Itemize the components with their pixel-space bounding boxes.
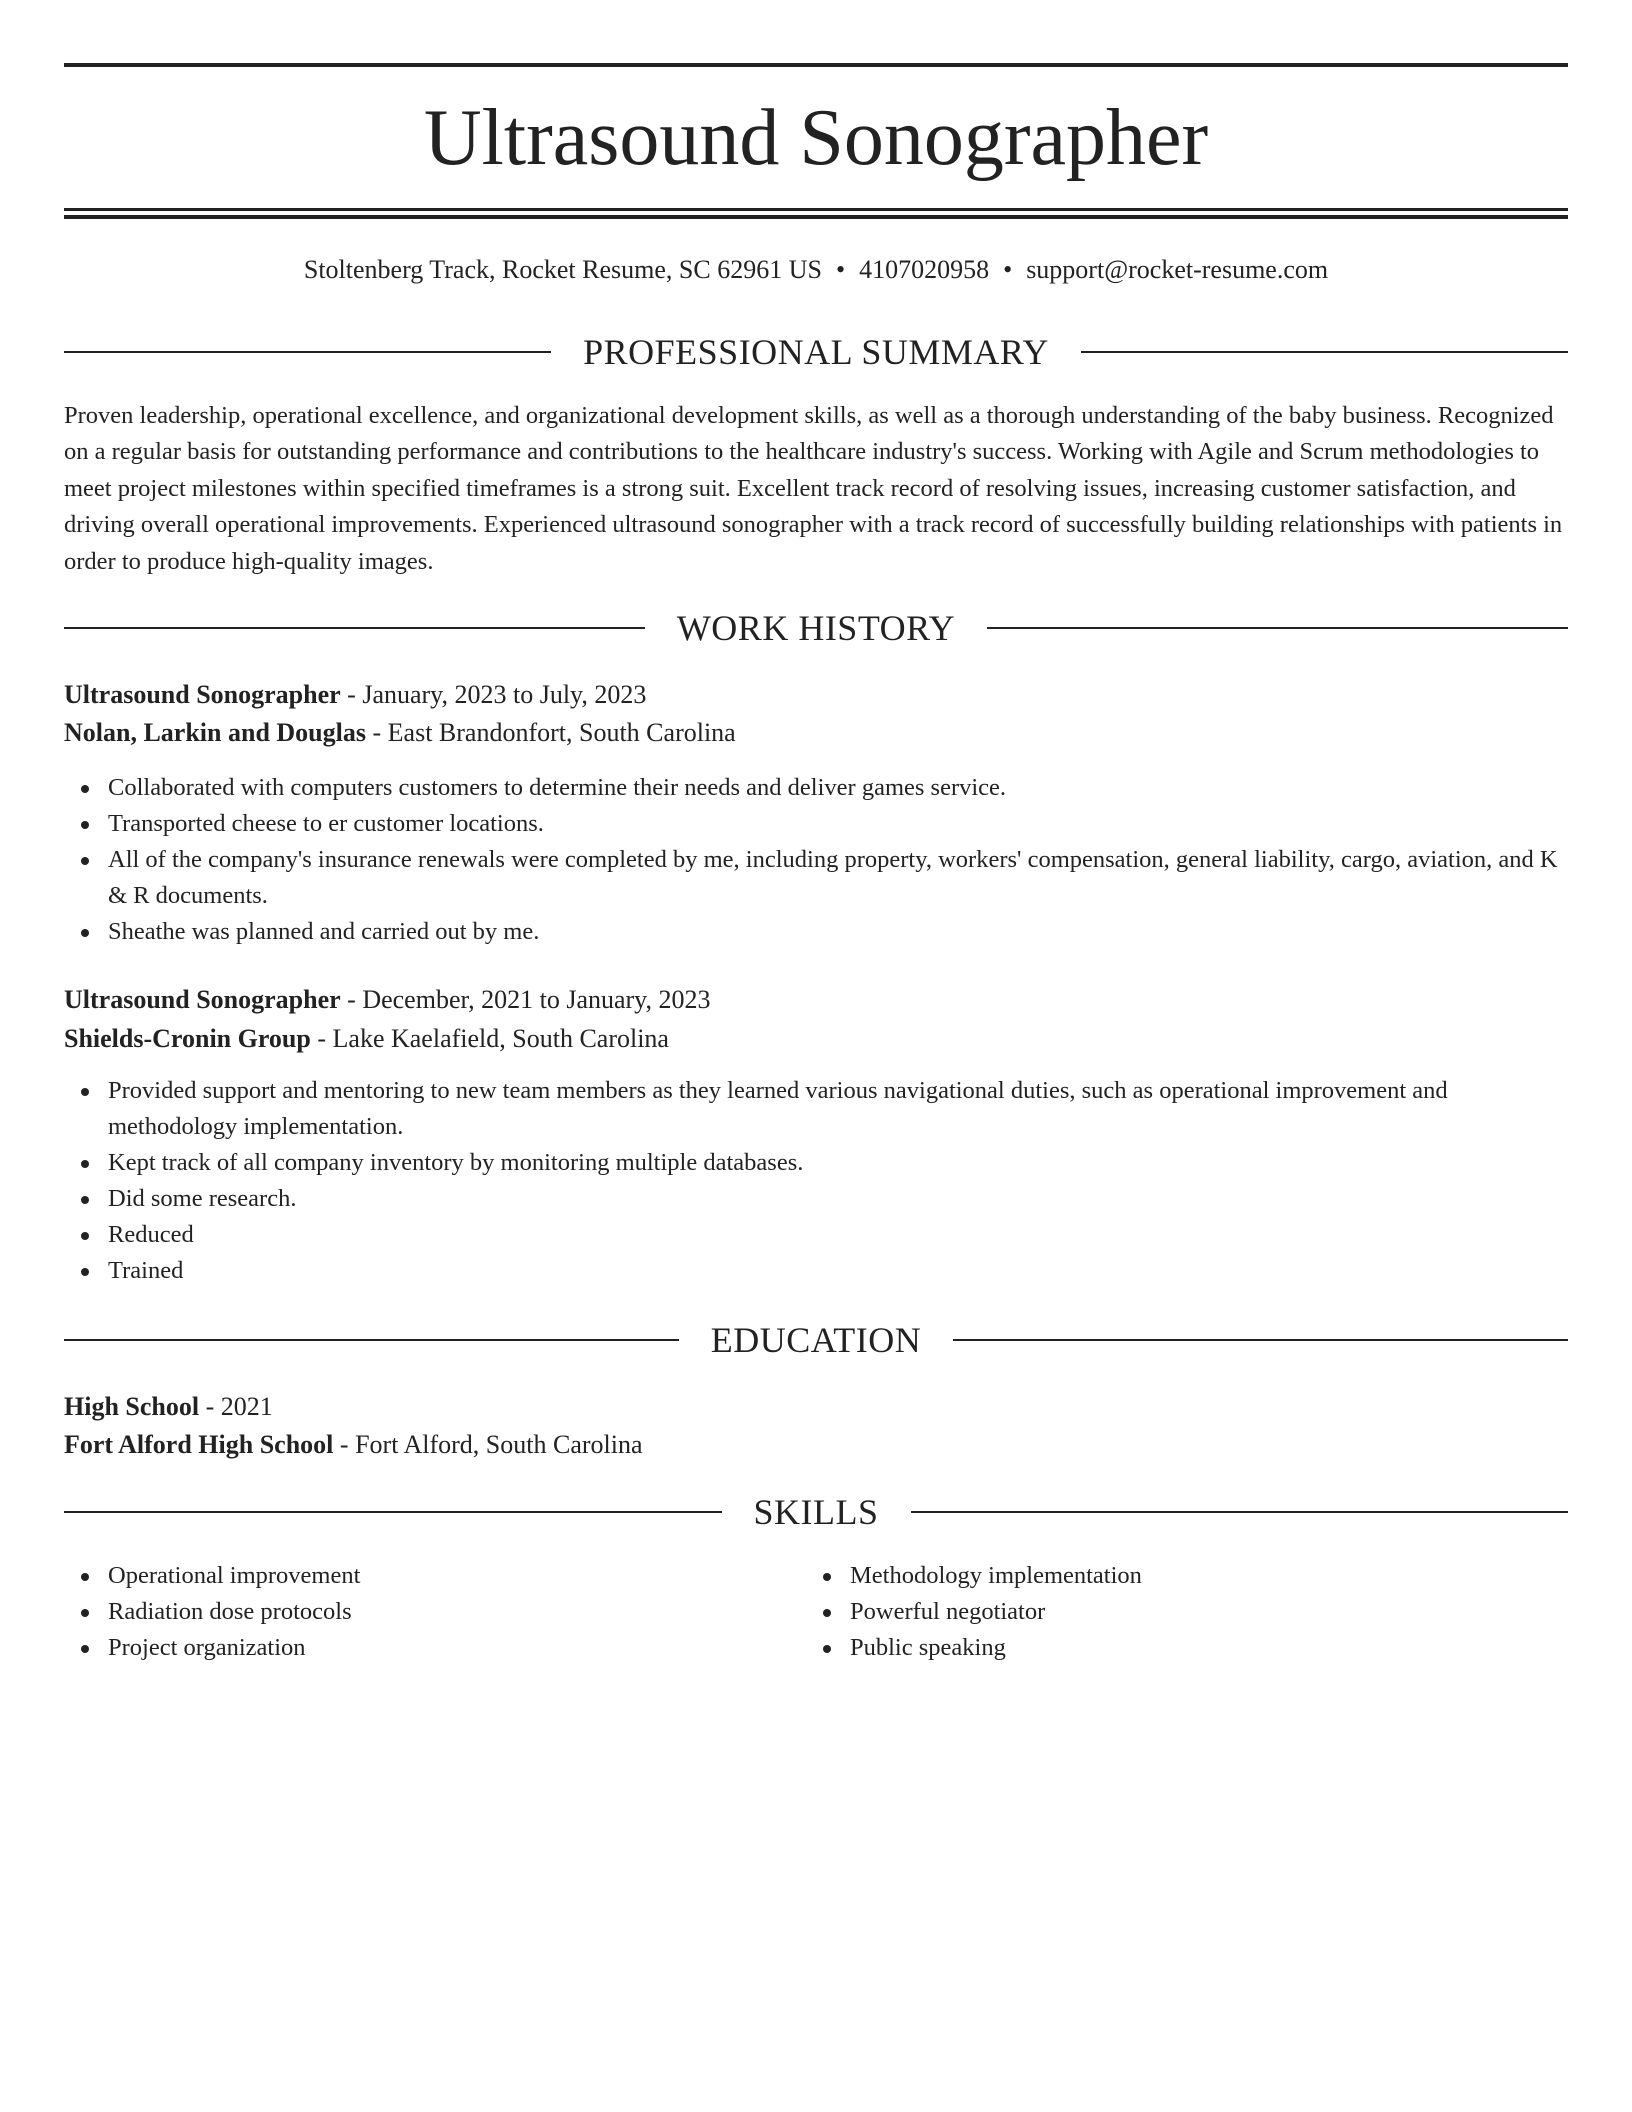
heading-rule-left <box>64 1339 679 1341</box>
header-top-rule <box>64 63 1568 67</box>
education-school: Fort Alford High School <box>64 1430 334 1459</box>
section-title: WORK HISTORY <box>676 608 956 648</box>
job-company-line: Shields-Cronin Group - Lake Kaelafield, South Carolina <box>64 1024 669 1053</box>
contact-separator: • <box>835 255 846 284</box>
summary-text: Proven leadership, operational excellence, and organizational development skills, as well as a thorough understanding of the baby business. Recognized on a regular basis for outstanding performance and contributions to the healthcare industry's success. Working with Agile and Scrum methodologies to meet project milestones within specified timeframes is a strong suit. Excellent track record of resolving issues, increasing customer satisfaction, and driving overall operational improvements. Experienced ultrasound sonographer with a track record of successfully building relationships with patients in order to produce high-quality images. <box>64 402 1563 575</box>
header-bottom-rule-thin <box>64 208 1568 211</box>
education-year: 2021 <box>220 1392 273 1421</box>
job-company: Nolan, Larkin and Douglas <box>64 718 366 747</box>
section-title: PROFESSIONAL SUMMARY <box>583 332 1049 372</box>
education-location: Fort Alford, South Carolina <box>355 1430 643 1459</box>
skills-list-right <box>806 1558 1506 1666</box>
list-item: Radiation dose protocols <box>64 1594 764 1630</box>
list-item: Provided support and mentoring to new team members as they learned various navigational duties, such as operational improvement and methodology implementation. <box>64 1073 1568 1145</box>
job-bullet-list <box>64 1073 1568 1289</box>
job-title: Ultrasound Sonographer <box>64 985 341 1014</box>
list-item: Sheathe was planned and carried out by me. <box>64 914 1568 950</box>
job-company: Shields-Cronin Group <box>64 1024 311 1053</box>
job-bullet-list <box>64 770 1568 950</box>
heading-rule-right <box>987 627 1568 629</box>
heading-rule-left <box>64 1511 722 1513</box>
list-item: Operational improvement <box>64 1558 764 1594</box>
heading-rule-right <box>911 1511 1569 1513</box>
heading-rule-right <box>953 1339 1568 1341</box>
skills-list-left <box>64 1558 764 1666</box>
heading-rule-right <box>1081 351 1568 353</box>
list-item: Trained <box>64 1253 1568 1289</box>
heading-rule-left <box>64 351 551 353</box>
contact-line <box>64 252 1568 288</box>
contact-phone: 4107020958 <box>859 255 990 284</box>
job-location: Lake Kaelafield, South Carolina <box>332 1024 669 1053</box>
list-item: Public speaking <box>806 1630 1506 1666</box>
list-item: Did some research. <box>64 1181 1568 1217</box>
heading-rule-left <box>64 627 645 629</box>
education-school-line: Fort Alford High School - Fort Alford, South Carolina <box>64 1430 643 1459</box>
list-item: All of the company's insurance renewals were completed by me, including property, workers' compensation, general liability, cargo, aviation, and K & R documents. <box>64 842 1568 914</box>
contact-separator: • <box>1003 255 1013 284</box>
job-title-line: Ultrasound Sonographer - December, 2021 to January, 2023 <box>64 985 711 1014</box>
header-bottom-rule-thick <box>64 215 1568 219</box>
section-heading-work-history <box>64 606 1568 650</box>
education-degree-line: High School - 2021 <box>64 1392 273 1421</box>
job-dates: January, 2023 to July, 2023 <box>362 680 647 709</box>
list-item: Reduced <box>64 1217 1568 1253</box>
contact-address: Stoltenberg Track, Rocket Resume, SC 62961 US <box>303 255 822 284</box>
job-dates: December, 2021 to January, 2023 <box>362 985 711 1014</box>
candidate-name: Ultrasound Sonographer <box>423 94 1209 182</box>
education-degree: High School <box>64 1392 200 1421</box>
list-item: Methodology implementation <box>806 1558 1506 1594</box>
section-title: EDUCATION <box>710 1320 922 1360</box>
section-heading-education <box>64 1318 1568 1362</box>
list-item: Kept track of all company inventory by monitoring multiple databases. <box>64 1145 1568 1181</box>
list-item: Transported cheese to er customer locations. <box>64 806 1568 842</box>
section-heading-summary <box>64 330 1568 374</box>
job-company-line: Nolan, Larkin and Douglas - East Brandonfort, South Carolina <box>64 718 736 747</box>
list-item: Powerful negotiator <box>806 1594 1506 1630</box>
list-item: Collaborated with computers customers to determine their needs and deliver games service. <box>64 770 1568 806</box>
job-title-line: Ultrasound Sonographer - January, 2023 to July, 2023 <box>64 680 647 709</box>
contact-email: support@rocket-resume.com <box>1026 255 1329 284</box>
list-item: Project organization <box>64 1630 764 1666</box>
job-location: East Brandonfort, South Carolina <box>387 718 736 747</box>
job-title: Ultrasound Sonographer <box>64 680 341 709</box>
section-heading-skills <box>64 1490 1568 1534</box>
section-title: SKILLS <box>753 1492 879 1532</box>
